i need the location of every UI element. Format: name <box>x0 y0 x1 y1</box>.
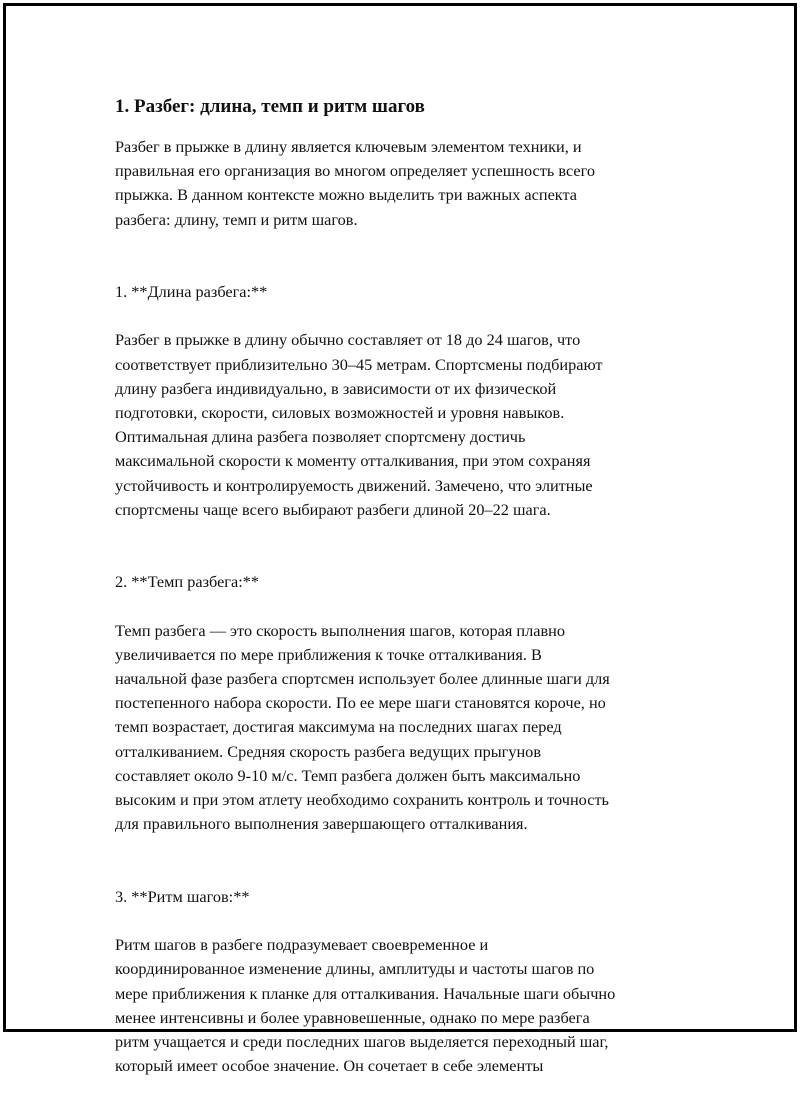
document-body <box>115 93 695 1102</box>
rhythm-section <box>115 860 695 1078</box>
rhythm-section-text: Ритм шагов в разбеге подразумевает своевременное и координированное изменение длины, амплитуды и частоты шагов по мере приближения к планке для отталкивания. Начальные шаги обычно менее интенсивны и более уравновешенные, однако по мере разбега ритм учащается и среди последних шагов выделяется переходный шаг, который имеет особое значение. Он сочетает в себе элементы <box>115 935 616 1076</box>
length-section <box>115 256 695 522</box>
intro-paragraph: Разбег в прыжке в длину является ключевым элементом техники, и правильная его организация во многом определяет успешность всего прыжка. В данном контексте можно выделить три важных аспекта разбега: длину, темп и ритм шагов. <box>115 137 596 229</box>
tempo-section-title: 2. **Темп разбега:** <box>115 572 260 592</box>
length-section-title: 1. **Длина разбега:** <box>115 282 268 302</box>
length-section-text: Разбег в прыжке в длину обычно составляет от 18 до 24 шагов, что соответствует приблизительно 30–45 метрам. Спортсмены подбирают длину разбега индивидуально, в зависимости от их физической подготовки, скорости, силовых возможностей и уровня навыков. Оптимальная длина разбега позволяет спортсмену достичь максимальной скорости к моменту отталкивания, при этом сохраняя устойчивость и контролируемость движений. Замечено, что элитные спортсмены чаще всего выбирают разбеги длиной 20–22 шага. <box>115 330 603 519</box>
tempo-section-text: Темп разбега — это скорость выполнения шагов, которая плавно увеличивается по мере приближения к точке отталкивания. В начальной фазе разбега спортсмен использует более длинные шаги для постепенного набора скорости. По ее мере шаги становятся короче, но темп возрастает, достигая максимума на последних шагах перед отталкиванием. Средняя скорость разбега ведущих прыгунов составляет около 9-10 м/с. Темп разбега должен быть максимально высоким и при этом атлету необходимо сохранить контроль и точность для правильного выполнения завершающего отталкивания. <box>115 620 610 834</box>
tempo-section <box>115 546 695 836</box>
section-heading: 1. Разбег: длина, темп и ритм шагов <box>115 96 425 117</box>
rhythm-section-title: 3. **Ритм шагов:** <box>115 886 250 906</box>
